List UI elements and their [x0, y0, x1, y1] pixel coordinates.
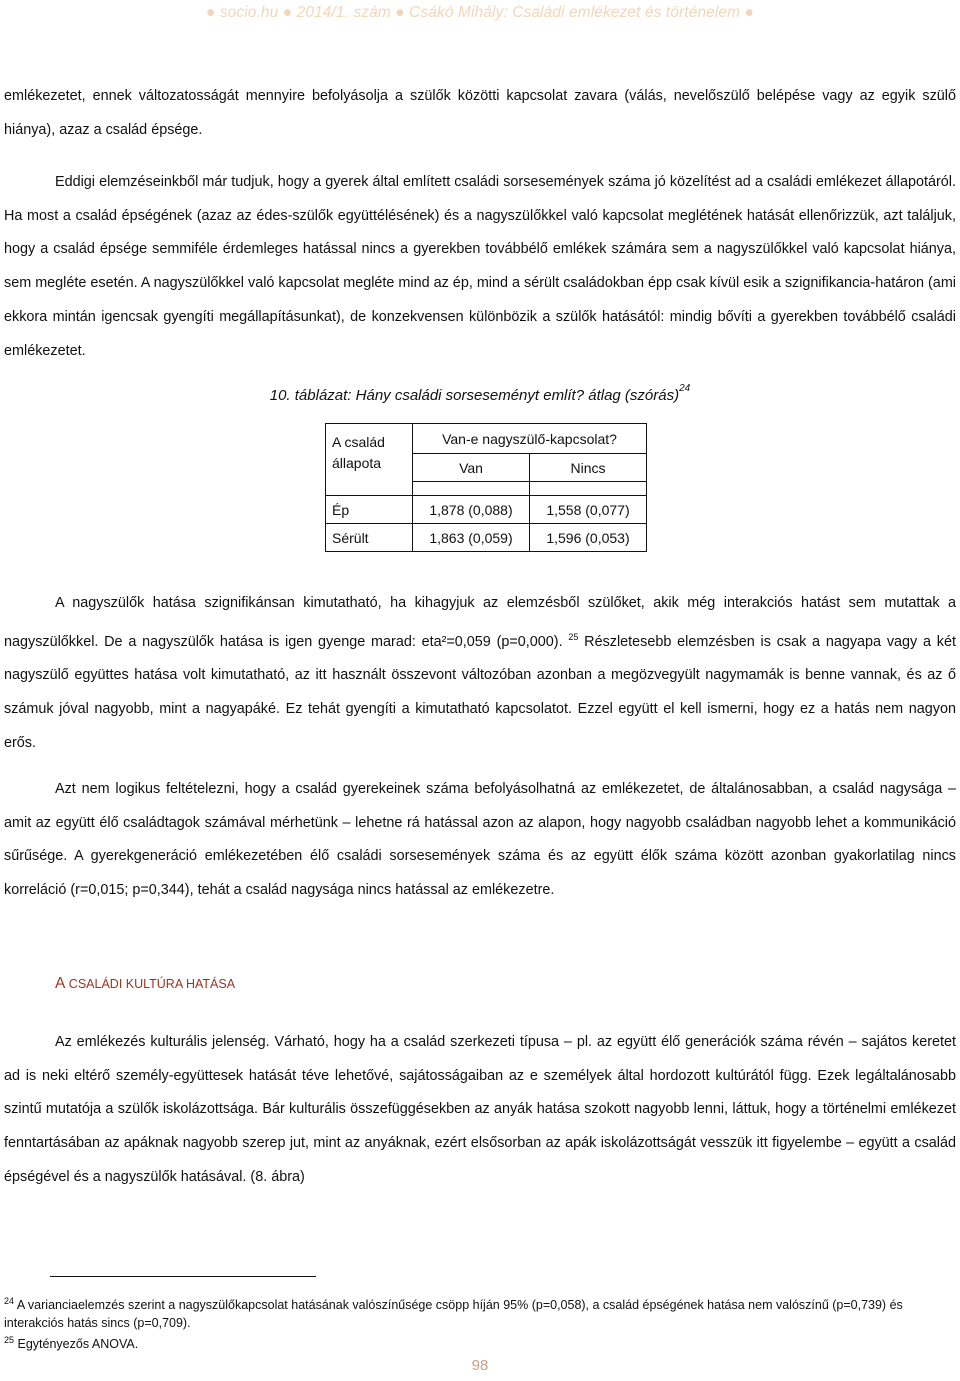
cell-van: 1,863 (0,059): [413, 524, 530, 552]
paragraph-culture: Az emlékezés kulturális jelenség. Várható, hogy ha a család szerkezeti típusa – pl. az együtt élő generációk száma révén – sajátos keretet ad is neki eltérő személy-együttesek hatását téve lehetővé, sajátosságaiban az e személyek által hordozott kultúrától függ. Ezek legáltalánosabb szintű mutatója a szülők iskolázottsága. Bár kulturális összefüggésekben az anyák hatása szokott nagyobb lenni, láttuk, hogy a történelmi emlékezet fenntartásában az apáknak nagyobb szerep jut, mint az anyáknak, ezért elsősorban az apák iskolázottságát vesszük itt figyelembe – együtt a család épségével és a nagyszülők hatásával. (8. ábra): [4, 1034, 956, 1185]
paragraph-text: A nagyszülők hatása szignifikánsan kimutatható, ha kihagyjuk az elemzésből szülőket, akik még interakciós hatást sem mutattak a nagyszülőkkel. De a nagyszülők hatása is igen gyenge marad: eta²=0,059 (p=0,000).: [4, 595, 956, 650]
footnote-ref-25[interactable]: 25: [568, 631, 579, 642]
spacer-cell: [530, 482, 647, 496]
footnote-number: 25: [4, 1335, 15, 1346]
footnotes: [4, 1293, 956, 1354]
table-row: [326, 524, 647, 552]
row-label: Ép: [326, 496, 413, 524]
data-table: [325, 423, 647, 552]
stub-header-cell: A család állapota: [326, 424, 413, 482]
section-heading-rest: CSALÁDI KULTÚRA HATÁSA: [68, 977, 236, 991]
footnote-separator: [50, 1276, 316, 1277]
spacer-cell: [413, 482, 530, 496]
paragraph-continuation: emlékezetet, ennek változatosságát mennyire befolyásolja a szülők közötti kapcsolat zavara (válás, nevelőszülő belépése vagy az egyik szülő hiánya), azaz a család épsége.: [4, 88, 956, 138]
paragraph-family-integrity: Eddigi elemzéseinkből már tudjuk, hogy a gyerek által említett családi sorsesemények száma jó közelítést ad a családi emlékezet állapotáról. Ha most a család épségének (azaz az édes-szülők együttélésének) és a nagyszülőkkel való kapcsolat meglétének hatását ellenőrizzük, azt találjuk, hogy a család épsége semmiféle érdemleges hatással nincs a gyerekben továbbélő emlékek számára sem a nagyszülőkkel való kapcsolat hiánya, sem megléte esetén. A nagyszülőkkel való kapcsolat megléte mind az ép, mind a sérült családokban épp csak kívül esik a szignifikancia-határon (ami ekkora mintán igencsak gyengíti megállapításunkat), de konzekvensen különbözik a szülők hatásától: mindig bővíti a gyerekben továbbélő családi emlékezetet.: [4, 174, 956, 359]
cell-nincs: 1,596 (0,053): [530, 524, 647, 552]
row-label: Sérült: [326, 524, 413, 552]
group-header-cell: Van-e nagyszülő-kapcsolat?: [413, 424, 647, 454]
paragraph-grandparents: [4, 587, 956, 760]
footnote-24: [4, 1293, 956, 1332]
footnote-text: A varianciaelemzés szerint a nagyszülőkapcsolat hatásának valószínűsége csöpp híján 95% (p=0,058), a család épségének hatása nem valószínű (p=0,739) és interakciós hatás sincs (p=0,709).: [4, 1298, 903, 1330]
cell-nincs: 1,558 (0,077): [530, 496, 647, 524]
footnote-ref-24[interactable]: 24: [679, 383, 691, 394]
table-caption: [0, 383, 960, 404]
footnote-25: [4, 1332, 956, 1354]
table-caption-text: 10. táblázat: Hány családi sorseseményt említ? átlag (szórás): [269, 387, 680, 404]
footnote-text: Egytényezős ANOVA.: [17, 1337, 139, 1352]
paragraph-text: Részletesebb elemzésben is csak a nagyapa vagy a két nagyszülő együttes hatása volt kimutatható, az itt használt összevont változóban azonban a megözvegyült nagymamák is benne vannak, és az ő számuk jóval nagyobb, mint a nagyapáké. Ez tehát gyengíti a kimutatható kapcsolatot. Ezzel együtt el kell ismerni, hogy ez a hatás nem nagyon erős.: [4, 633, 956, 751]
col-header-nincs: Nincs: [530, 454, 647, 482]
footnote-number: 24: [4, 1296, 15, 1306]
paragraph-family-size: Azt nem logikus feltételezni, hogy a család gyerekeinek száma befolyásolhatná az emlékezetet, de általánosabban, a család nagysága – amit az együtt élő családtagok számával mérhetünk – lehetne rá hatással azon az alapon, hogy nagyobb családban nagyobb lehet a kommunikáció sűrűsége. A gyerekgeneráció emlékezetében élő családi sorsesemények száma és az együtt élők száma között azonban gyakorlatilag nincs korreláció (r=0,015; p=0,344), tehát a család nagysága nincs hatással az emlékezetre.: [4, 781, 956, 899]
table-row: [326, 496, 647, 524]
col-header-van: Van: [413, 454, 530, 482]
stub-spacer: [326, 482, 413, 496]
page-number: 98: [471, 1357, 489, 1374]
running-header: ● socio.hu ● 2014/1. szám ● Csákó Mihály: Családi emlékezet és történelem ●: [205, 4, 755, 21]
section-heading: [55, 975, 235, 993]
section-heading-initial: A: [55, 975, 65, 992]
cell-van: 1,878 (0,088): [413, 496, 530, 524]
